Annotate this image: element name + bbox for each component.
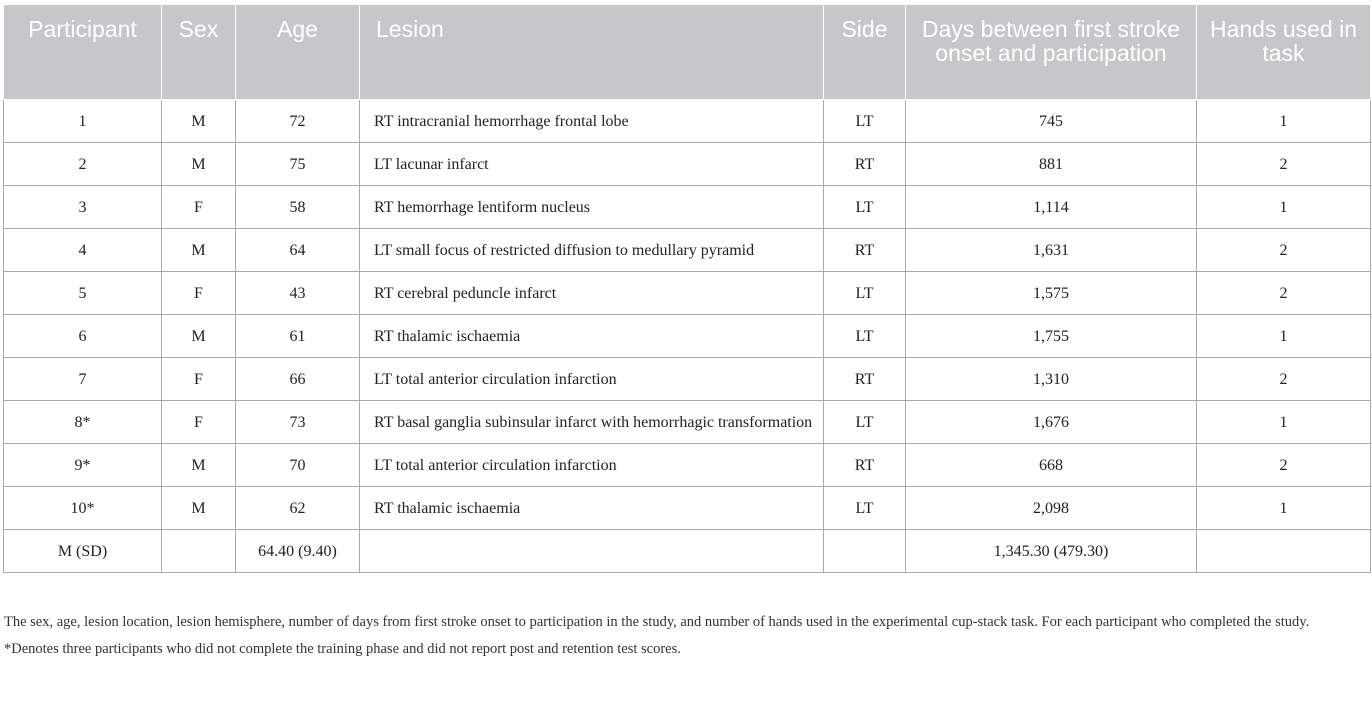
- cell-age: 58: [236, 186, 360, 229]
- cell-age: 64.40 (9.40): [236, 530, 360, 573]
- table-footnotes: [4, 612, 1370, 660]
- table-row: [4, 487, 1371, 530]
- table-caption: The sex, age, lesion location, lesion hemisphere, number of days from first stroke onset to participation in the study, and number of hands used in the experimental cup-stack task. For each participant who completed the study.: [4, 614, 1310, 630]
- cell-sex: M: [162, 143, 236, 186]
- cell-days: 668: [906, 444, 1197, 487]
- cell-side: LT: [824, 487, 906, 530]
- cell-sex: F: [162, 272, 236, 315]
- cell-sex: M: [162, 315, 236, 358]
- cell-participant: 3: [4, 186, 162, 229]
- header-participant: Participant: [4, 5, 162, 100]
- cell-days: 1,575: [906, 272, 1197, 315]
- cell-lesion: LT total anterior circulation infarction: [360, 444, 824, 487]
- cell-lesion: RT thalamic ischaemia: [360, 315, 824, 358]
- cell-lesion: RT intracranial hemorrhage frontal lobe: [360, 100, 824, 143]
- table-row: [4, 272, 1371, 315]
- cell-days: 745: [906, 100, 1197, 143]
- table-row: [4, 100, 1371, 143]
- header-side: Side: [824, 5, 906, 100]
- cell-side: RT: [824, 358, 906, 401]
- cell-days: 2,098: [906, 487, 1197, 530]
- cell-age: 61: [236, 315, 360, 358]
- cell-side: LT: [824, 272, 906, 315]
- cell-side: LT: [824, 315, 906, 358]
- cell-sex: F: [162, 401, 236, 444]
- table-row: [4, 444, 1371, 487]
- cell-participant: 9*: [4, 444, 162, 487]
- cell-hands: 2: [1197, 143, 1371, 186]
- cell-days: 1,310: [906, 358, 1197, 401]
- cell-hands: 2: [1197, 358, 1371, 401]
- cell-lesion: LT small focus of restricted diffusion to medullary pyramid: [360, 229, 824, 272]
- table-row: [4, 186, 1371, 229]
- table-row: [4, 143, 1371, 186]
- cell-age: 73: [236, 401, 360, 444]
- cell-sex: M: [162, 487, 236, 530]
- cell-hands: [1197, 530, 1371, 573]
- cell-age: 62: [236, 487, 360, 530]
- cell-participant: 2: [4, 143, 162, 186]
- cell-age: 64: [236, 229, 360, 272]
- cell-age: 66: [236, 358, 360, 401]
- cell-hands: 1: [1197, 315, 1371, 358]
- header-lesion: Lesion: [360, 5, 824, 100]
- cell-lesion: RT hemorrhage lentiform nucleus: [360, 186, 824, 229]
- cell-days: 1,631: [906, 229, 1197, 272]
- cell-participant: 6: [4, 315, 162, 358]
- cell-hands: 2: [1197, 444, 1371, 487]
- cell-lesion: [360, 530, 824, 573]
- cell-days: 1,345.30 (479.30): [906, 530, 1197, 573]
- cell-days: 881: [906, 143, 1197, 186]
- table-row: [4, 401, 1371, 444]
- cell-lesion: LT lacunar infarct: [360, 143, 824, 186]
- header-row: [4, 5, 1371, 100]
- participant-table: [3, 4, 1371, 573]
- asterisk-note: *Denotes three participants who did not complete the training phase and did not report post and retention test scores.: [4, 641, 681, 657]
- cell-sex: [162, 530, 236, 573]
- cell-participant: 7: [4, 358, 162, 401]
- cell-side: RT: [824, 229, 906, 272]
- header-days: Days between first stroke onset and participation: [906, 5, 1197, 100]
- cell-sex: M: [162, 100, 236, 143]
- cell-hands: 1: [1197, 100, 1371, 143]
- cell-hands: 1: [1197, 487, 1371, 530]
- cell-lesion: RT basal ganglia subinsular infarct with hemorrhagic transformation: [360, 401, 824, 444]
- cell-hands: 1: [1197, 401, 1371, 444]
- cell-hands: 2: [1197, 229, 1371, 272]
- cell-days: 1,114: [906, 186, 1197, 229]
- cell-participant: 5: [4, 272, 162, 315]
- cell-sex: F: [162, 358, 236, 401]
- cell-side: LT: [824, 186, 906, 229]
- cell-sex: M: [162, 444, 236, 487]
- cell-days: 1,676: [906, 401, 1197, 444]
- cell-participant: 10*: [4, 487, 162, 530]
- cell-lesion: RT thalamic ischaemia: [360, 487, 824, 530]
- cell-hands: 2: [1197, 272, 1371, 315]
- cell-age: 43: [236, 272, 360, 315]
- cell-participant: M (SD): [4, 530, 162, 573]
- cell-lesion: RT cerebral peduncle infarct: [360, 272, 824, 315]
- cell-sex: F: [162, 186, 236, 229]
- header-hands: Hands used in task: [1197, 5, 1371, 100]
- summary-row: [4, 530, 1371, 573]
- cell-side: [824, 530, 906, 573]
- cell-participant: 1: [4, 100, 162, 143]
- cell-side: LT: [824, 401, 906, 444]
- table-row: [4, 358, 1371, 401]
- cell-participant: 8*: [4, 401, 162, 444]
- cell-participant: 4: [4, 229, 162, 272]
- table-row: [4, 315, 1371, 358]
- cell-side: LT: [824, 100, 906, 143]
- cell-age: 70: [236, 444, 360, 487]
- table-row: [4, 229, 1371, 272]
- header-sex: Sex: [162, 5, 236, 100]
- table-body: [4, 100, 1371, 573]
- cell-side: RT: [824, 143, 906, 186]
- cell-age: 72: [236, 100, 360, 143]
- cell-age: 75: [236, 143, 360, 186]
- cell-hands: 1: [1197, 186, 1371, 229]
- cell-days: 1,755: [906, 315, 1197, 358]
- cell-lesion: LT total anterior circulation infarction: [360, 358, 824, 401]
- header-age: Age: [236, 5, 360, 100]
- cell-sex: M: [162, 229, 236, 272]
- cell-side: RT: [824, 444, 906, 487]
